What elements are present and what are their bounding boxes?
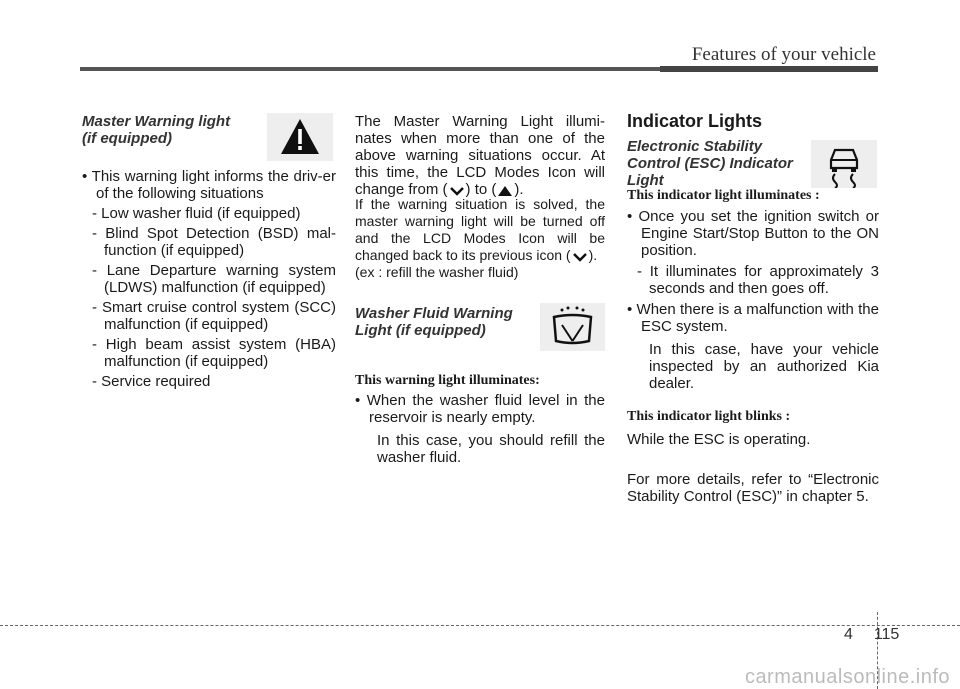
chapter-number: 4 — [844, 626, 853, 643]
washer-fluid-icon — [540, 303, 605, 351]
bullet-item: • When the washer fluid level in the reservoir is nearly empty. — [355, 392, 605, 426]
subtitle-line: Light — [627, 172, 664, 189]
list-item: - It illuminates for approximately 3 seconds and then goes off. — [637, 263, 879, 297]
warning-mode-icon — [496, 184, 514, 196]
bullet-item: • Once you set the ignition switch or Engine Start/Stop Button to the ON position. — [627, 208, 879, 259]
esc-more-details: For more details, refer to “Electronic Stability Control (ESC)” in chapter 5. — [627, 471, 879, 505]
master-warning-list — [82, 168, 336, 390]
list-item: - Service required — [92, 373, 211, 390]
esc-illuminates-list — [627, 208, 879, 392]
check-mode-icon — [571, 250, 589, 262]
esc-blinks-label: This indicator light blinks : — [627, 409, 791, 424]
header-rule-accent — [660, 66, 878, 72]
page-number — [844, 626, 899, 644]
list-item: - Smart cruise control system (SCC) malfunction (if equipped) — [92, 299, 336, 333]
list-item: - High beam assist system (HBA) malfunction (if equipped) — [92, 336, 336, 370]
bullet-continuation: In this case, you should refill the washer fluid. — [377, 432, 605, 466]
washer-fluid-subtitle — [355, 305, 535, 339]
esc-skid-car-icon — [811, 140, 877, 188]
bullet-continuation: In this case, have your vehicle inspected by an authorized Kia dealer. — [649, 341, 879, 392]
master-warning-subtitle — [82, 113, 262, 147]
footer-rule — [0, 625, 960, 626]
lcd-modes-paragraph: The Master Warning Light illumi-nates when more than one of the above warning situations occur. At this time, the LCD Modes Icon will change from ( ) to ( ). — [355, 113, 605, 198]
bullet-item: • This warning light informs the driv-er of the following situations — [82, 168, 336, 202]
subtitle-line: Washer Fluid Warning — [355, 305, 513, 322]
master-warning-triangle-icon — [267, 113, 333, 161]
washer-fluid-list — [355, 392, 605, 466]
list-item: - Low washer fluid (if equipped) — [92, 205, 301, 222]
subtitle-line: (if equipped) — [82, 130, 172, 147]
esc-subtitle — [627, 138, 807, 189]
list-item: - Blind Spot Detection (BSD) mal-function (if equipped) — [92, 225, 336, 259]
subtitle-line: Master Warning light — [82, 113, 231, 130]
example-note: (ex : refill the washer fluid) — [355, 264, 519, 280]
subtitle-line: Control (ESC) Indicator — [627, 155, 793, 172]
page-header-title: Features of your vehicle — [691, 44, 876, 65]
check-mode-icon — [448, 184, 466, 196]
warning-solved-paragraph: If the warning situation is solved, the master warning light will be turned off and the LCD Modes Icon will be changed back to its previous icon ( ). (ex : refill the washer fluid) — [355, 196, 605, 280]
washer-illuminates-label: This warning light illuminates: — [355, 373, 540, 388]
esc-illuminates-label: This indicator light illuminates : — [627, 188, 820, 203]
page-number-value: 115 — [873, 626, 900, 643]
bullet-item: • When there is a malfunction with the ESC system. — [627, 301, 879, 335]
subtitle-line: Light (if equipped) — [355, 322, 486, 339]
list-item: - Lane Departure warning system (LDWS) malfunction (if equipped) — [92, 262, 336, 296]
esc-blinks-text: While the ESC is operating. — [627, 431, 811, 448]
subtitle-line: Electronic Stability — [627, 138, 763, 155]
watermark: carmanualsonline.info — [744, 666, 950, 688]
indicator-lights-heading: Indicator Lights — [627, 111, 762, 131]
